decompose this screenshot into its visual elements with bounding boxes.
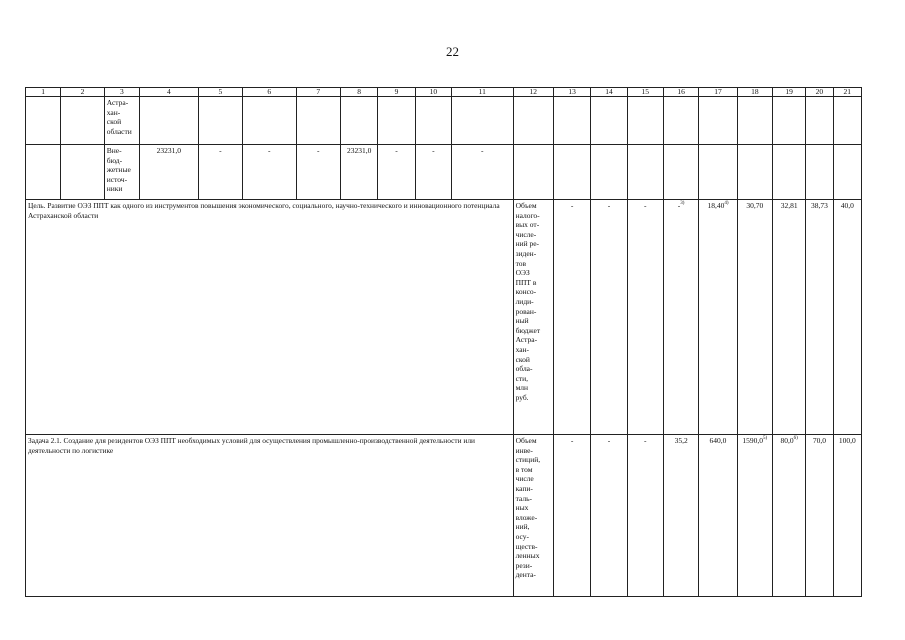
header-cell: 6 — [243, 88, 297, 97]
header-cell: 15 — [627, 88, 663, 97]
page-number: 22 — [446, 44, 459, 59]
value-cell — [699, 200, 737, 435]
header-cell: 21 — [833, 88, 861, 97]
indicator-cell: Объем инве- стиций, в том числе капи- таль- ных вложе- ний, осу- ществ- ленных рези- дента- — [513, 435, 553, 597]
header-cell: 16 — [663, 88, 698, 97]
empty-cell — [26, 97, 61, 145]
empty-cell — [833, 97, 861, 145]
value-cell: - — [451, 145, 513, 200]
value-cell: - — [243, 145, 297, 200]
value-cell — [737, 435, 772, 597]
value-cell: - — [378, 145, 415, 200]
header-cell: 18 — [737, 88, 772, 97]
value-cell: - — [627, 200, 663, 435]
empty-cell — [627, 145, 663, 200]
empty-cell — [513, 97, 553, 145]
empty-cell — [415, 97, 451, 145]
empty-cell — [737, 145, 772, 200]
value-cell: - — [553, 200, 590, 435]
empty-cell — [340, 97, 377, 145]
empty-cell — [772, 97, 805, 145]
footnote-mark: 4) — [724, 201, 729, 206]
empty-cell — [451, 97, 513, 145]
empty-cell — [806, 145, 833, 200]
table-row — [26, 97, 862, 145]
value-cell: - — [591, 200, 627, 435]
program-table — [25, 87, 862, 597]
task-text: Задача 2.1. Создание для резидентов ОЭЗ ППТ необходимых условий для осуществления промышленно-производственной деятельности или деятельности по логистике — [26, 435, 514, 597]
value-cell: - — [627, 435, 663, 597]
header-row — [26, 88, 862, 97]
empty-cell — [772, 145, 805, 200]
empty-cell — [591, 145, 627, 200]
header-cell: 1 — [26, 88, 61, 97]
header-cell: 12 — [513, 88, 553, 97]
empty-cell — [553, 97, 590, 145]
table-row — [26, 435, 862, 597]
empty-cell — [806, 97, 833, 145]
header-cell: 20 — [806, 88, 833, 97]
empty-cell — [61, 145, 104, 200]
empty-cell — [243, 97, 297, 145]
goal-text: Цель. Развитие ОЭЗ ППТ как одного из инструментов повышения экономического, социального, научно-технического и инновационного потенциала Астраханской области — [26, 200, 514, 435]
header-cell: 19 — [772, 88, 805, 97]
empty-cell — [513, 145, 553, 200]
empty-cell — [833, 145, 861, 200]
table-row — [26, 200, 862, 435]
empty-cell — [699, 145, 737, 200]
header-cell: 8 — [340, 88, 377, 97]
table-row — [26, 145, 862, 200]
value-text: - — [677, 201, 681, 210]
empty-cell — [699, 97, 737, 145]
empty-cell — [737, 97, 772, 145]
value-cell: 30,70 — [737, 200, 772, 435]
indicator-cell: Объем налого- вых от- числе- ний ре- зиден- тов ОЭЗ ППТ в консо- лиди- рован- ный бюджет Астра- хан- ской обла- сти, млн руб. — [513, 200, 553, 435]
empty-cell — [591, 97, 627, 145]
value-cell — [663, 200, 698, 435]
value-cell: 23231,0 — [140, 145, 199, 200]
value-text: 80,0 — [780, 436, 794, 445]
header-cell: 11 — [451, 88, 513, 97]
value-cell: 38,73 — [806, 200, 833, 435]
header-cell: 5 — [198, 88, 242, 97]
value-cell: - — [553, 435, 590, 597]
value-cell: - — [591, 435, 627, 597]
empty-cell — [140, 97, 199, 145]
header-cell: 2 — [61, 88, 104, 97]
value-cell: 32,81 — [772, 200, 805, 435]
footnote-mark: 3) — [680, 201, 685, 206]
value-cell: - — [198, 145, 242, 200]
value-cell: 70,0 — [806, 435, 833, 597]
header-cell: 4 — [140, 88, 199, 97]
header-cell: 14 — [591, 88, 627, 97]
value-cell: 640,0 — [699, 435, 737, 597]
header-cell: 9 — [378, 88, 415, 97]
footnote-mark: 5) — [763, 436, 768, 441]
value-cell: 100,0 — [833, 435, 861, 597]
footnote-mark: 6) — [793, 436, 798, 441]
funding-source-cell: Вне- бюд- жетные источ- ники — [104, 145, 139, 200]
header-cell: 3 — [104, 88, 139, 97]
value-cell: 40,0 — [833, 200, 861, 435]
value-text: 18,40 — [707, 201, 725, 210]
value-cell: 35,2 — [663, 435, 698, 597]
header-cell: 13 — [553, 88, 590, 97]
header-cell: 7 — [296, 88, 340, 97]
empty-cell — [296, 97, 340, 145]
empty-cell — [663, 97, 698, 145]
value-text: 1590,0 — [742, 436, 764, 445]
funding-source-cell: Астра- хан- ской области — [104, 97, 139, 145]
value-cell — [772, 435, 805, 597]
empty-cell — [61, 97, 104, 145]
value-cell: - — [296, 145, 340, 200]
header-cell: 17 — [699, 88, 737, 97]
empty-cell — [627, 97, 663, 145]
empty-cell — [26, 145, 61, 200]
value-cell: 23231,0 — [340, 145, 377, 200]
empty-cell — [378, 97, 415, 145]
empty-cell — [663, 145, 698, 200]
empty-cell — [198, 97, 242, 145]
header-cell: 10 — [415, 88, 451, 97]
value-cell: - — [415, 145, 451, 200]
empty-cell — [553, 145, 590, 200]
